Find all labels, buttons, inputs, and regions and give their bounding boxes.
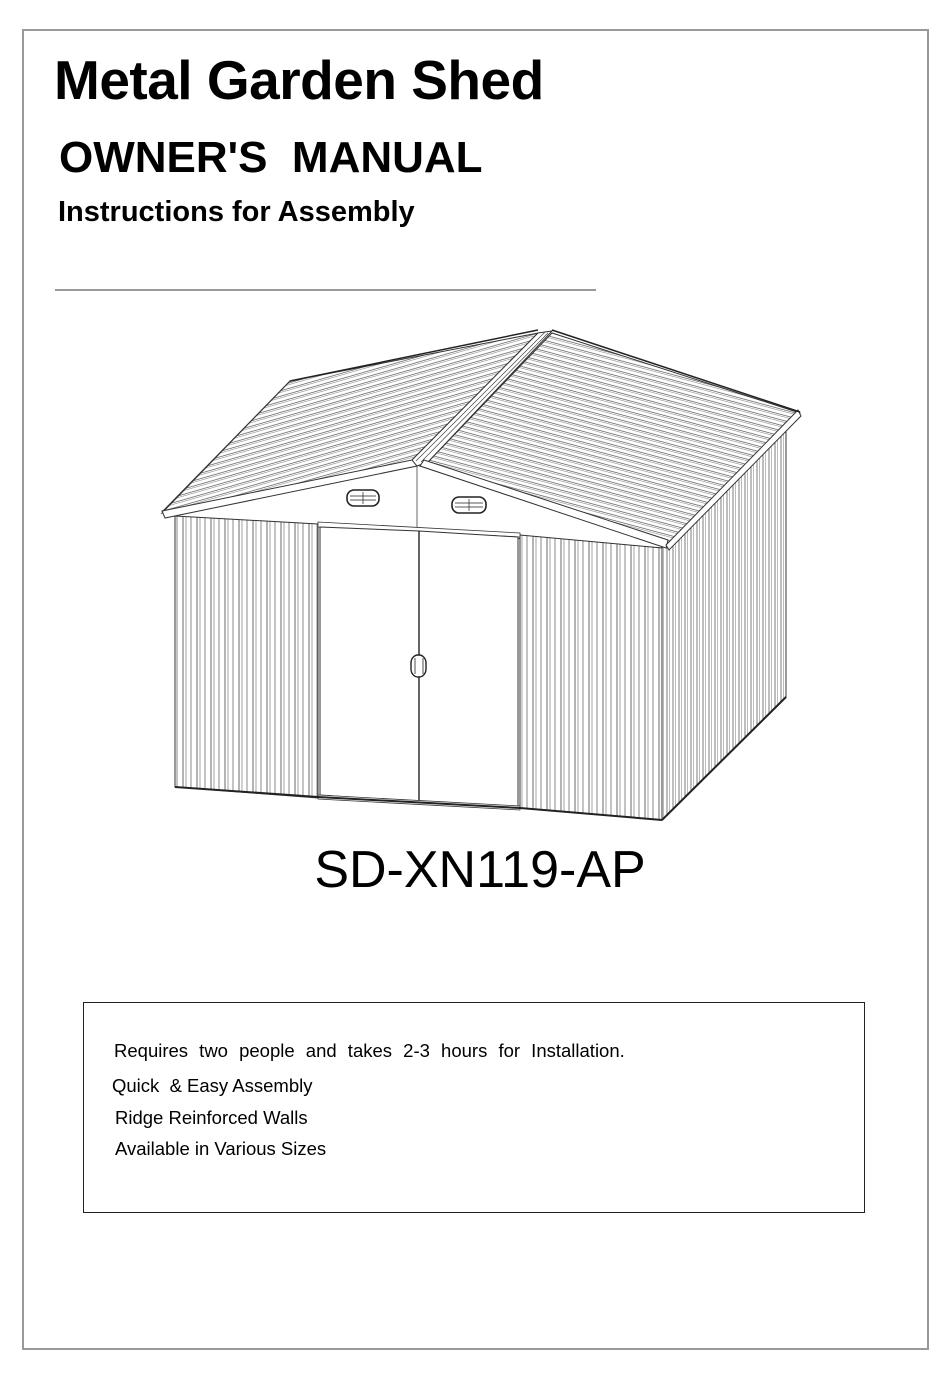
feature-item: Requires two people and takes 2-3 hours for Installation. — [114, 1040, 625, 1061]
feature-item: Quick & Easy Assembly — [112, 1075, 313, 1096]
feature-item: Ridge Reinforced Walls — [115, 1107, 308, 1128]
feature-item: Available in Various Sizes — [115, 1138, 327, 1159]
shed-icon — [150, 320, 820, 840]
document-title: Metal Garden Shed — [54, 49, 544, 111]
document-subtitle: OWNER'S MANUAL — [59, 133, 483, 182]
title-divider — [55, 289, 596, 291]
model-number — [0, 838, 950, 902]
model-number-text: SD-XN119-AP — [314, 841, 646, 899]
features-box — [83, 1002, 865, 1213]
shed-illustration — [150, 320, 820, 840]
document-subheading: Instructions for Assembly — [58, 196, 415, 228]
